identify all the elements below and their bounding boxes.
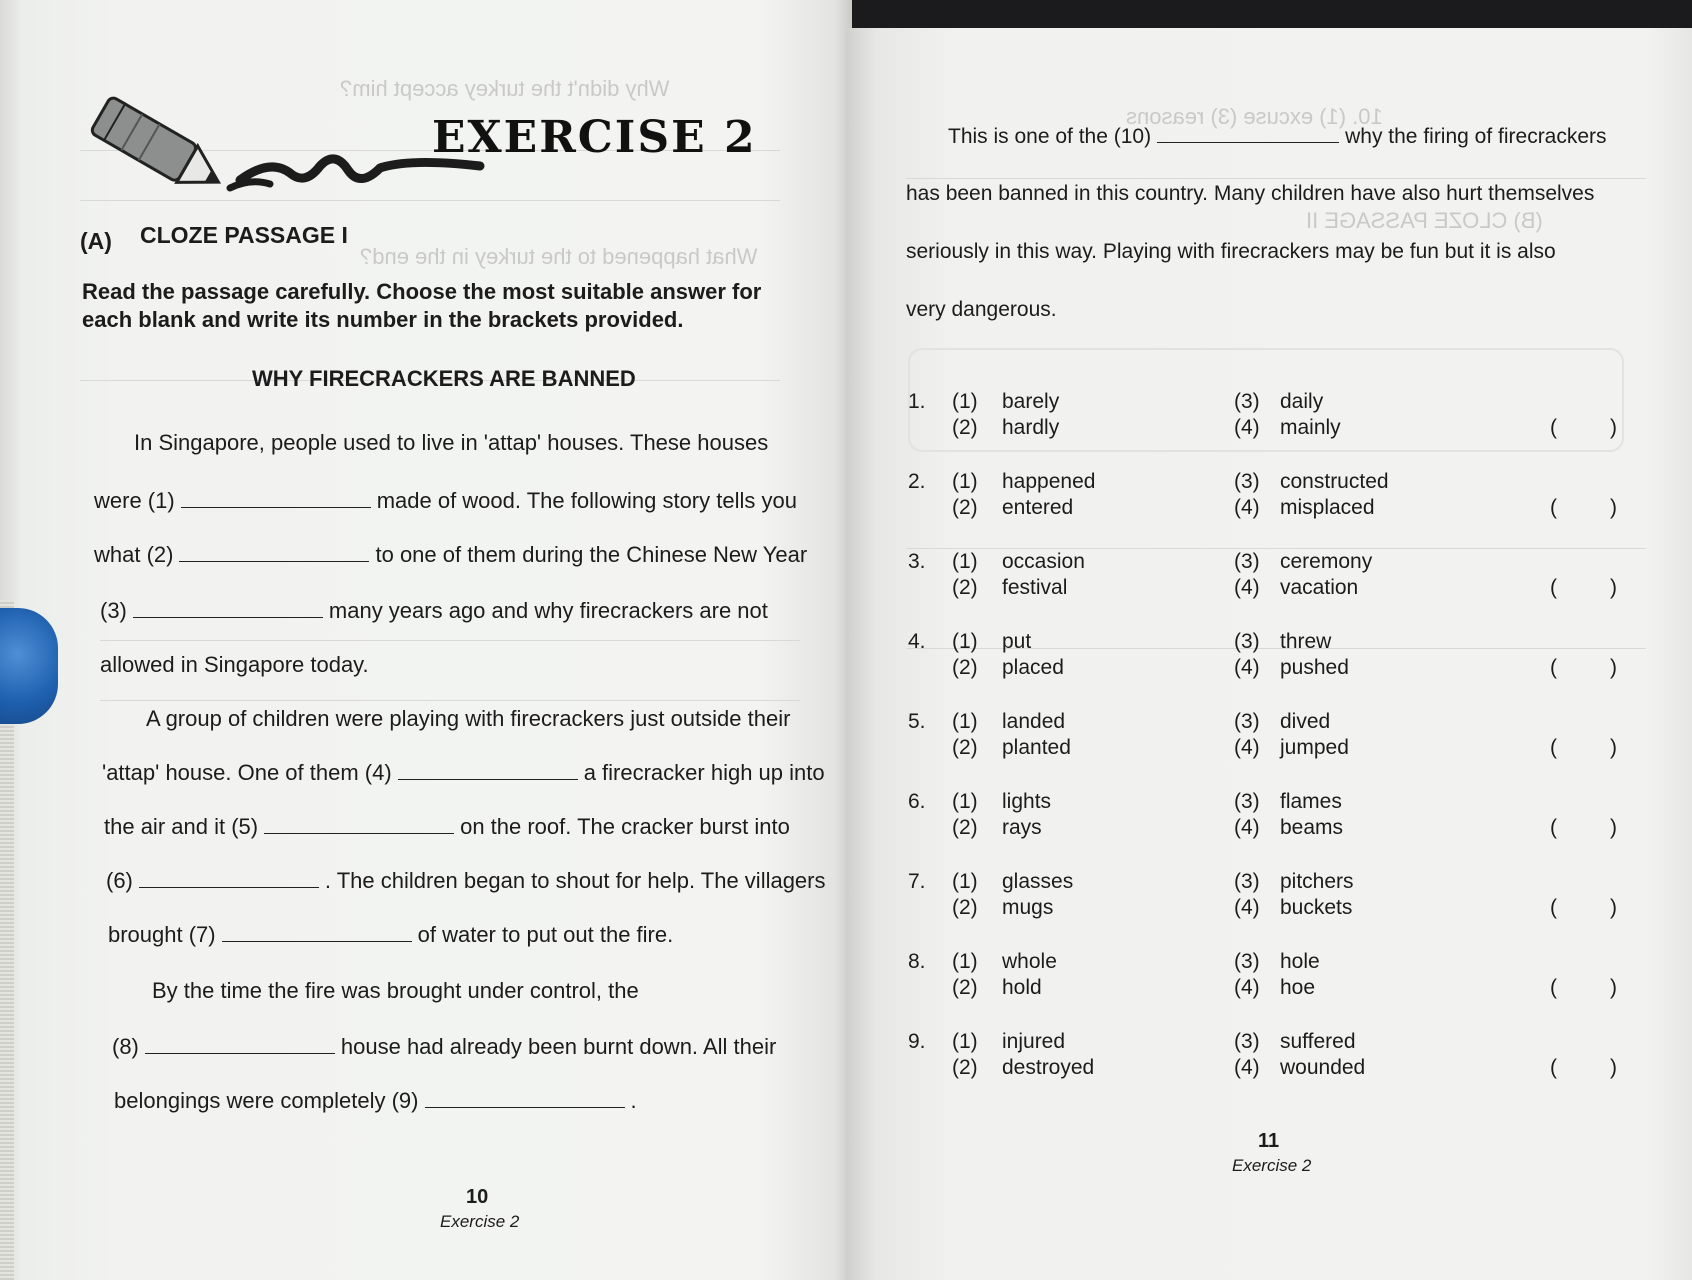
option-label: (2) (952, 496, 978, 519)
option-label: (3) (1234, 710, 1260, 733)
passage-text: allowed in Singapore today. (100, 652, 369, 677)
option-choice[interactable]: daily (1280, 390, 1324, 413)
option-label: (1) (952, 950, 978, 973)
option-choice[interactable]: wounded (1280, 1056, 1366, 1079)
answer-bracket-close[interactable]: ) (1610, 576, 1617, 599)
option-label: (4) (1234, 656, 1260, 679)
option-label: (1) (952, 390, 978, 413)
option-choice[interactable]: festival (1002, 576, 1068, 599)
option-label: (3) (1234, 550, 1260, 573)
passage-line (114, 1088, 637, 1114)
page-footer: Exercise 2 (440, 1212, 520, 1231)
option-label: (1) (952, 710, 978, 733)
passage-text: a firecracker high up into (583, 760, 825, 785)
passage-text: (3) (100, 598, 127, 623)
answer-bracket-open[interactable]: ( (1550, 896, 1557, 919)
instructions (82, 278, 842, 334)
instruction-line: each blank and write its number in the brackets provided. (82, 307, 684, 332)
option-label: (3) (1234, 1030, 1260, 1053)
answer-bracket-close[interactable]: ) (1610, 896, 1617, 919)
option-label: (2) (952, 896, 978, 919)
option-label: (3) (1234, 630, 1260, 653)
question-number: 1. (908, 390, 926, 413)
option-choice[interactable]: occasion (1002, 550, 1085, 573)
passage-text: what (2) (94, 542, 174, 567)
option-label: (4) (1234, 896, 1260, 919)
option-label: (4) (1234, 1056, 1260, 1079)
exercise-title: EXERCISE 2 (432, 112, 757, 163)
option-label: (3) (1234, 950, 1260, 973)
passage-line (94, 542, 807, 568)
answer-bracket-close[interactable]: ) (1610, 976, 1617, 999)
option-label: (1) (952, 630, 978, 653)
answer-bracket-open[interactable]: ( (1550, 976, 1557, 999)
passage-text: seriously in this way. Playing with firecrackers may be fun but it is also (906, 240, 1556, 263)
option-choice[interactable]: threw (1280, 630, 1332, 653)
passage-text: made of wood. The following story tells you (376, 488, 797, 513)
passage-text: By the time the fire was brought under control, the (152, 978, 639, 1003)
answer-bracket-close[interactable]: ) (1610, 496, 1617, 519)
option-choice[interactable]: beams (1280, 816, 1344, 839)
option-choice[interactable]: jumped (1280, 736, 1349, 759)
option-label: (2) (952, 976, 978, 999)
answer-bracket-open[interactable]: ( (1550, 576, 1557, 599)
passage-text: has been banned in this country. Many children have also hurt themselves (906, 182, 1595, 205)
page-number: 11 (1258, 1130, 1280, 1152)
passage-line (134, 430, 768, 456)
answer-blank[interactable] (139, 869, 319, 888)
option-choice[interactable]: hole (1280, 950, 1320, 973)
passage-text: many years ago and why firecrackers are not (328, 598, 768, 623)
passage-text: belongings were completely (9) (114, 1088, 419, 1113)
option-label: (3) (1234, 870, 1260, 893)
passage-text: of water to put out the fire. (417, 922, 674, 947)
option-label: (1) (952, 1030, 978, 1053)
bookmark-tassel (0, 608, 58, 724)
passage-text: brought (7) (108, 922, 216, 947)
option-label: (1) (952, 790, 978, 813)
option-label: (3) (1234, 790, 1260, 813)
passage-line (100, 652, 369, 678)
answer-bracket-close[interactable]: ) (1610, 816, 1617, 839)
option-choice[interactable]: hold (1002, 976, 1042, 999)
option-label: (2) (952, 656, 978, 679)
section-label: (A) (80, 228, 112, 254)
option-choice[interactable]: destroyed (1002, 1056, 1095, 1079)
passage-text: to one of them during the Chinese New Year (375, 542, 808, 567)
option-label: (3) (1234, 470, 1260, 493)
option-label: (4) (1234, 416, 1260, 439)
option-choice[interactable]: mugs (1002, 896, 1054, 919)
passage-text: on the roof. The cracker burst into (460, 814, 790, 839)
passage-line (906, 182, 1594, 206)
option-choice[interactable]: vacation (1280, 576, 1359, 599)
answer-bracket-close[interactable]: ) (1610, 656, 1617, 679)
answer-bracket-open[interactable]: ( (1550, 416, 1557, 439)
question-number: 6. (908, 790, 926, 813)
question-number: 5. (908, 710, 926, 733)
question-number: 3. (908, 550, 926, 573)
option-label: (1) (952, 470, 978, 493)
option-label: (2) (952, 1056, 978, 1079)
section-title: CLOZE PASSAGE I (140, 222, 348, 248)
option-choice[interactable]: rays (1002, 816, 1042, 839)
answer-blank[interactable] (398, 761, 578, 780)
option-choice[interactable]: hoe (1280, 976, 1316, 999)
passage-line (906, 240, 1556, 264)
question-number: 2. (908, 470, 926, 493)
answer-blank[interactable] (145, 1035, 335, 1054)
question-number: 7. (908, 870, 926, 893)
option-choice[interactable]: pushed (1280, 656, 1349, 679)
option-choice[interactable]: placed (1002, 656, 1064, 679)
option-label: (4) (1234, 576, 1260, 599)
question-number: 4. (908, 630, 926, 653)
passage-line (948, 124, 1607, 149)
passage-text: . (630, 1088, 637, 1113)
instruction-line: Read the passage carefully. Choose the most suitable answer for (82, 279, 762, 304)
option-choice[interactable]: buckets (1280, 896, 1353, 919)
option-choice[interactable]: happened (1002, 470, 1096, 493)
option-label: (1) (952, 870, 978, 893)
answer-bracket-open[interactable]: ( (1550, 816, 1557, 839)
option-choice[interactable]: planted (1002, 736, 1071, 759)
left-page: Why didn't the turkey accept him? What happened to the turkey in the end? EXERCISE 2 (A) CLOZE PASSAGE I Read the passage carefully. Choose the most suitable answer for each blank and write its number in the brackets provided. WHY FIRECRACKERS ARE BANNED In Singapore, people used to live in 'attap' houses. These houses were (1) made of wood. The following story tells you what (2) to one of them during the Chinese New Year (3) many years ago and why firecrackers are not allowed in Singapore today. A group of children were playing with firecrackers just outside their 'attap' house. One of them (4) a firecracker high up into the air and it (5) on the roof. The cracker burst into (6) . The children began to shout for help. The villagers brought (7) of water to put out the fire. By the time the fire was brought under control, the (8) house had already been burnt down. All their belongings were completely (9) . 10 Exercise 2 (0, 0, 852, 1280)
option-choice[interactable]: hardly (1002, 416, 1060, 439)
passage-line (108, 922, 673, 948)
option-choice[interactable]: entered (1002, 496, 1074, 519)
option-choice[interactable]: whole (1002, 950, 1057, 973)
answer-blank[interactable] (264, 815, 454, 834)
answer-blank[interactable] (133, 599, 323, 618)
passage-text: A group of children were playing with firecrackers just outside their (146, 706, 791, 731)
passage-text: (8) (112, 1034, 139, 1059)
passage-line (106, 868, 826, 894)
option-choice[interactable]: misplaced (1280, 496, 1375, 519)
passage-line (94, 488, 797, 514)
passage-text: house had already been burnt down. All their (340, 1034, 777, 1059)
option-choice[interactable]: injured (1002, 1030, 1066, 1053)
question-number: 8. (908, 950, 926, 973)
option-label: (2) (952, 576, 978, 599)
passage-text: . The children began to shout for help. The villagers (324, 868, 826, 893)
right-page: 10. (1) excuse (3) reasons (B) CLOZE PASSAGE II This is one of the (10) why the firing of firecrackers has been banned in this country. Many children have also hurt themselves seriously in this way. Playing with firecrackers may be fun but it is also very dangerous. 1. (1) barely (2) hardly (3) daily (4) mainly ( ) 2. (1) happened (2) entered (3) constructed (4) misplaced ( ) 3. (1) occasion (2) festival (3) ceremony (4) vacation ( ) 4. (1) put (2) placed (3) threw (4) pushed ( ) 5. (1) landed (2) planted (3) dived (4) jumped ( ) 6. (1) lights (2) rays (3) flames (4) beams ( ) 7. (1) glasses (2) mugs (3) pitchers (4) buckets ( ) 8. (1) whole (2) hold (3) hole (4) hoe ( ) 9. (1) injured (2) destroyed (3) suffered (4) wounded ( ) 11 Exercise 2 (846, 28, 1692, 1280)
passage-title: WHY FIRECRACKERS ARE BANNED (252, 366, 636, 391)
passage-line (906, 298, 1057, 322)
option-label: (4) (1234, 736, 1260, 759)
passage-text: (6) (106, 868, 133, 893)
answer-bracket-close[interactable]: ) (1610, 416, 1617, 439)
passage-text: 'attap' house. One of them (4) (102, 760, 392, 785)
option-choice[interactable]: dived (1280, 710, 1331, 733)
option-label: (2) (952, 816, 978, 839)
page-number: 10 (466, 1186, 489, 1208)
answer-bracket-open[interactable]: ( (1550, 1056, 1557, 1079)
answer-bracket-open[interactable]: ( (1550, 656, 1557, 679)
option-choice[interactable]: put (1002, 630, 1032, 653)
passage-text: were (1) (94, 488, 175, 513)
answer-blank[interactable] (1157, 124, 1339, 143)
option-label: (3) (1234, 390, 1260, 413)
option-label: (1) (952, 550, 978, 573)
passage-line (112, 1034, 776, 1060)
option-choice[interactable]: constructed (1280, 470, 1389, 493)
passage-text: In Singapore, people used to live in 'attap' houses. These houses (134, 430, 769, 455)
answer-bracket-open[interactable]: ( (1550, 736, 1557, 759)
option-label: (2) (952, 736, 978, 759)
option-choice[interactable]: glasses (1002, 870, 1074, 893)
answer-bracket-open[interactable]: ( (1550, 496, 1557, 519)
option-choice[interactable]: mainly (1280, 416, 1341, 439)
option-choice[interactable]: barely (1002, 390, 1060, 413)
passage-text: This is one of the (10) (948, 125, 1152, 148)
option-choice[interactable]: flames (1280, 790, 1342, 813)
passage-line (100, 598, 768, 624)
option-label: (2) (952, 416, 978, 439)
passage-text: the air and it (5) (104, 814, 259, 839)
passage-line (102, 760, 825, 786)
page-footer: Exercise 2 (1232, 1156, 1312, 1175)
passage-text: very dangerous. (906, 298, 1057, 321)
option-label: (4) (1234, 816, 1260, 839)
answer-blank[interactable] (222, 923, 412, 942)
option-label: (4) (1234, 496, 1260, 519)
question-number: 9. (908, 1030, 926, 1053)
answer-bracket-close[interactable]: ) (1610, 736, 1617, 759)
option-choice[interactable]: lights (1002, 790, 1052, 813)
passage-line (146, 706, 790, 732)
passage-line (104, 814, 790, 840)
answer-blank[interactable] (425, 1089, 625, 1108)
option-label: (4) (1234, 976, 1260, 999)
option-choice[interactable]: suffered (1280, 1030, 1356, 1053)
option-choice[interactable]: pitchers (1280, 870, 1354, 893)
option-choice[interactable]: landed (1002, 710, 1066, 733)
passage-text: why the firing of firecrackers (1345, 125, 1607, 148)
passage-line (152, 978, 639, 1004)
option-choice[interactable]: ceremony (1280, 550, 1373, 573)
answer-blank[interactable] (181, 489, 371, 508)
answer-bracket-close[interactable]: ) (1610, 1056, 1617, 1079)
answer-blank[interactable] (179, 543, 369, 562)
